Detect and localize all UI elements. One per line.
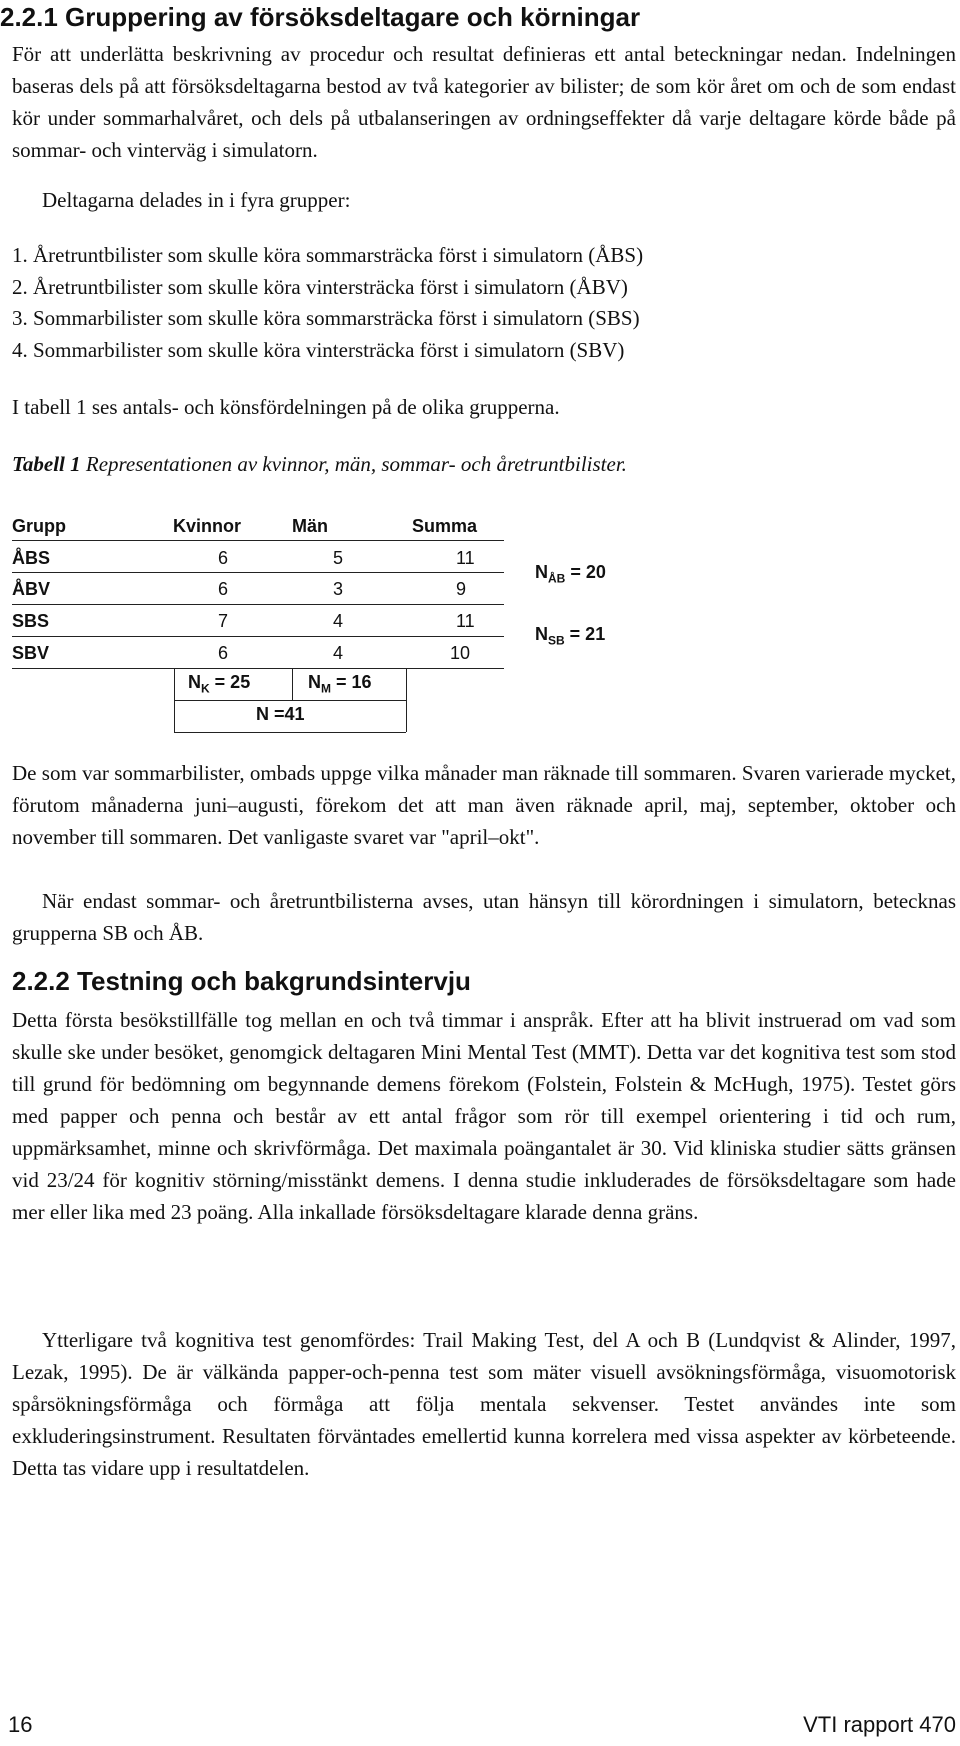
table-rule: [174, 732, 406, 733]
table-cell-man: 3: [333, 579, 344, 599]
table-header-grupp: Grupp: [12, 516, 66, 536]
section-heading-2-2-2: 2.2.2 Testning och bakgrundsintervju: [12, 966, 471, 996]
total-women: [188, 672, 250, 696]
section-heading-2-2-1: 2.2.1 Gruppering av försöksdeltagare och körningar: [0, 2, 641, 32]
report-name: VTI rapport 470: [803, 1712, 956, 1737]
total-summer-subscript: SB: [548, 633, 565, 648]
table-reference: I tabell 1 ses antals- och könsfördelningen på de olika grupperna.: [12, 395, 560, 419]
table-rule: [12, 540, 504, 541]
table-rule: [12, 636, 504, 637]
table-caption-text: Representationen av kvinnor, män, sommar- och åretruntbilister.: [80, 452, 627, 476]
table-cell-man: 4: [333, 611, 344, 631]
table-rule: [12, 668, 504, 669]
table-cell-kvinnor: 6: [218, 548, 229, 568]
table-cell-man: 5: [333, 548, 344, 568]
table-rule: [174, 668, 175, 732]
total-women-symbol: N: [188, 672, 201, 692]
group-notation-paragraph: När endast sommar- och åretruntbilisterna avses, utan hänsyn till körordningen i simulatorn, betecknas grupperna SB och ÅB.: [12, 889, 956, 945]
group-item-2: 2. Åretruntbilister som skulle köra vintersträcka först i simulatorn (ÅBV): [12, 275, 628, 299]
page-number: 16: [8, 1712, 33, 1737]
table-rule: [12, 604, 504, 605]
group-item-1: 1. Åretruntbilister som skulle köra sommarsträcka först i simulatorn (ÅBS): [12, 243, 644, 267]
table-caption-label: Tabell 1: [12, 452, 81, 476]
table-cell-summa: 10: [450, 643, 471, 663]
total-men: [308, 672, 372, 696]
intro-paragraph: För att underlätta beskrivning av procedur och resultat definieras ett antal beteckningar nedan. Indelningen baseras dels på att försöksdeltagarna bestod av två kategorier av bilister; de som kör året om och de som endast kör under sommarhalvåret, och dels på utbalanseringen av ordningseffekter då varje deltagare körde både på sommar- och vinterväg i simulatorn.: [12, 42, 956, 162]
table-header-man: Män: [292, 516, 328, 536]
table-rule: [174, 700, 406, 701]
total-year-round: [535, 562, 606, 586]
groups-intro: Deltagarna delades in i fyra grupper:: [42, 188, 351, 212]
table-cell-group: ÅBV: [12, 579, 51, 599]
table-caption: [12, 452, 627, 477]
total-women-value: = 25: [209, 672, 251, 692]
total-men-symbol: N: [308, 672, 321, 692]
table-cell-kvinnor: 6: [218, 579, 229, 599]
table-cell-group: SBS: [12, 611, 50, 631]
table-rule: [292, 668, 293, 700]
total-men-subscript: M: [321, 681, 331, 696]
total-year-round-subscript: ÅB: [548, 571, 566, 586]
group-item-3: 3. Sommarbilister som skulle köra sommarsträcka först i simulatorn (SBS): [12, 306, 640, 330]
total-all: N =41: [256, 704, 305, 724]
group-item-4: 4. Sommarbilister som skulle köra vintersträcka först i simulatorn (SBV): [12, 338, 625, 362]
total-year-round-symbol: N: [535, 562, 548, 582]
table-rule: [12, 572, 504, 573]
total-summer-value: = 21: [564, 624, 606, 644]
total-year-round-value: = 20: [565, 562, 606, 582]
table-header-summa: Summa: [412, 516, 478, 536]
total-men-value: = 16: [331, 672, 372, 692]
table-header-kvinnor: Kvinnor: [173, 516, 242, 536]
total-summer-symbol: N: [535, 624, 548, 644]
table-cell-man: 4: [333, 643, 344, 663]
table-cell-summa: 11: [456, 611, 475, 631]
table-rule: [406, 668, 407, 732]
table-cell-kvinnor: 7: [218, 611, 229, 631]
cognitive-tests-paragraph: Ytterligare två kognitiva test genomfördes: Trail Making Test, del A och B (Lundqvist & Alinder, 1997, Lezak, 1995). De är välkända papper-och-penna test som mäter visuell avsökningsförmåga, visuomotorisk spårsökningsförmåga och förmåga att följa mentala sekvenser. Testet användes inte som exkluderingsinstrument. Resultaten förväntades emellertid kunna korrelera med vissa aspekter av körbeteende. Detta tas vidare upp i resultatdelen.: [12, 1328, 956, 1480]
table-cell-summa: 9: [456, 579, 467, 599]
total-women-subscript: K: [201, 681, 210, 696]
table-cell-group: ÅBS: [12, 548, 51, 568]
table-cell-kvinnor: 6: [218, 643, 229, 663]
total-summer: [535, 624, 605, 648]
table-cell-summa: 11: [456, 548, 475, 568]
testing-paragraph: Detta första besökstillfälle tog mellan en och två timmar i anspråk. Efter att ha blivit instruerad om vad som skulle ske under besöket, genomgick deltagaren Mini Mental Test (MMT). Detta var det kognitiva test som stod till grund för bedömning om begynnande demens förekom (Folstein, Folstein & McHugh, 1975). Testet görs med papper och penna och består av ett antal frågor som rör till exempel orientering i tid och rum, uppmärksamhet, minne och skrivförmåga. Det maximala poängantalet är 30. Vid kliniska studier sätts gränsen vid 23/24 för kognitiv störning/misstänkt demens. I denna studie inkluderades de försöksdeltagare som hade mer eller lika med 23 poäng. Alla inkallade försöksdeltagare klarade denna gräns.: [12, 1008, 956, 1224]
summer-months-paragraph: De som var sommarbilister, ombads uppge vilka månader man räknade till sommaren. Svaren varierade mycket, förutom månaderna juni–augusti, förekom det att man även räknade april, maj, september, oktober och november till sommaren. Det vanligaste svaret var "april–okt".: [12, 761, 956, 849]
table-cell-group: SBV: [12, 643, 50, 663]
